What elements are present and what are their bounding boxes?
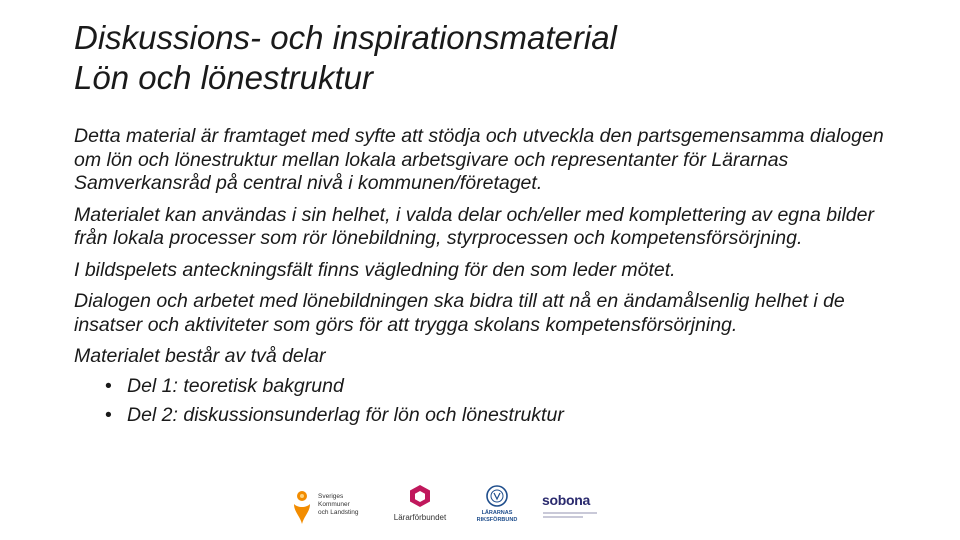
paragraph-usage: Materialet kan användas i sin helhet, i valda delar och/eller med komplettering av egna bilder från lokala processer som rör lönebildning, styrprocessen och kompetensförsörjning. <box>74 203 874 249</box>
list-item <box>74 404 904 428</box>
paragraph-goal: Dialogen och arbetet med lönebildningen ska bidra till att nå en ändamålsenlig helhet i de insatser och aktiviteter som görs för att trygga skolans kompetensförsörjning. <box>74 290 845 336</box>
paragraph-parts-intro: Materialet består av två delar <box>74 345 326 367</box>
lararnas-riksforbund-seal-icon <box>486 484 508 508</box>
list-item <box>74 375 904 399</box>
partner-logos <box>286 480 606 528</box>
skl-logo-text-1: Sveriges <box>318 493 344 500</box>
list-item-label: Del 2: diskussionsunderlag för lön och lönestruktur <box>127 404 564 426</box>
skl-logo <box>286 480 370 528</box>
sobona-logo-text: sobona <box>542 492 590 508</box>
lararforbundet-logo-text: Lärarförbundet <box>393 513 447 522</box>
lararforbundet-hexagon-icon <box>409 484 431 508</box>
sobona-logo <box>540 480 602 528</box>
sobona-tagline-line <box>543 516 583 518</box>
bullet-icon: • <box>105 374 112 397</box>
skl-flame-icon <box>290 486 314 526</box>
slide-title <box>74 18 934 98</box>
skl-logo-text-3: och Landsting <box>318 509 359 516</box>
list-item-label: Del 1: teoretisk bakgrund <box>127 374 344 397</box>
lararnas-riksforbund-text-1: LÄRARNAS <box>481 510 513 516</box>
title-line-2: Lön och lönestruktur <box>74 59 374 96</box>
sobona-tagline-line <box>543 512 597 514</box>
skl-logo-text-2: Kommuner <box>318 501 350 508</box>
paragraph-purpose: Detta material är framtaget med syfte att stödja och utveckla den partsgemensamma dialogen om lön och lönestruktur mellan lokala arbetsgivare och representanter för Lärarnas Samverkansråd på central nivå i kommunen/företaget. <box>74 125 884 194</box>
lararforbundet-logo <box>382 480 458 528</box>
bullet-icon: • <box>105 404 112 426</box>
paragraph-notes: I bildspelets anteckningsfält finns vägledning för den som leder mötet. <box>74 258 676 281</box>
parts-list <box>74 375 904 428</box>
body-text <box>74 125 904 428</box>
title-line-1: Diskussions- och inspirationsmaterial <box>74 19 617 56</box>
lararnas-riksforbund-logo <box>472 480 522 528</box>
lararnas-riksforbund-text-2: RIKSFÖRBUND <box>476 517 518 523</box>
